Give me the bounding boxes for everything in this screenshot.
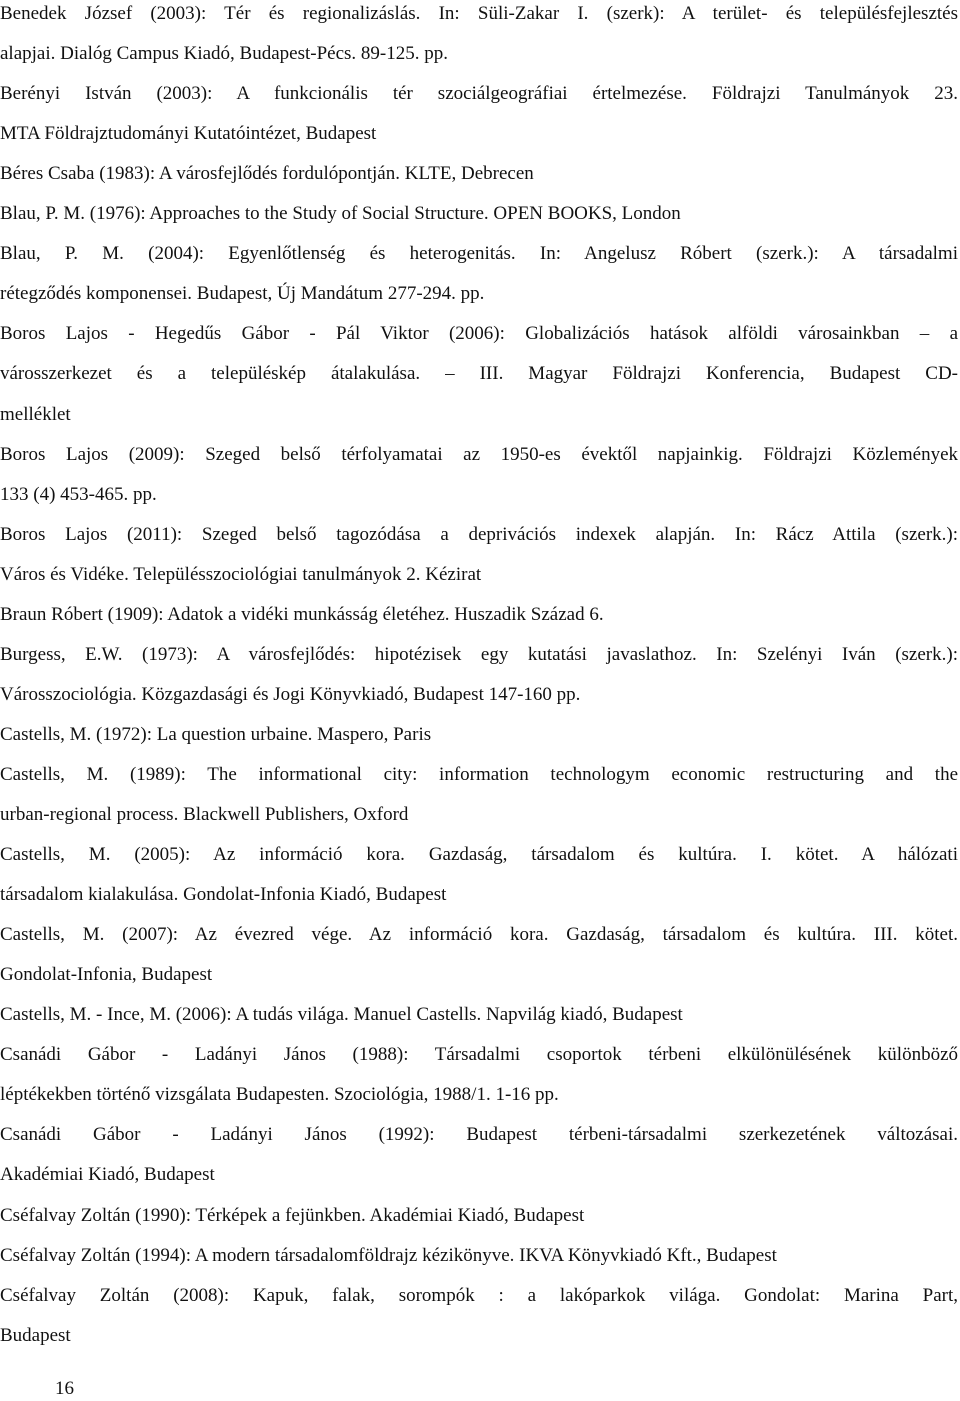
reference-line: Boros Lajos - Hegedűs Gábor - Pál Viktor (2006): Globalizációs hatások alföldi városainkban – a (0, 323, 958, 345)
reference-line: MTA Földrajztudományi Kutatóintézet, Budapest (0, 123, 377, 145)
reference-line: Boros Lajos (2009): Szeged belső térfolyamatai az 1950-es évektől napjainkig. Földrajzi Közlemények (0, 443, 958, 465)
reference-line: Városszociológia. Közgazdasági és Jogi Könyvkiadó, Budapest 147-160 pp. (0, 683, 581, 705)
reference-line: városszerkezet és a településkép átalakulása. – III. Magyar Földrajzi Konferencia, Budapest CD- (0, 363, 958, 385)
reference-line: Castells, M. (1972): La question urbaine. Maspero, Paris (0, 723, 432, 745)
reference-line: Budapest (0, 1324, 71, 1346)
reference-line: Akadémiai Kiadó, Budapest (0, 1164, 215, 1186)
reference-line: Béres Csaba (1983): A városfejlődés fordulópontján. KLTE, Debrecen (0, 163, 534, 185)
reference-line: rétegződés komponensei. Budapest, Új Mandátum 277-294. pp. (0, 283, 485, 305)
reference-line: 133 (4) 453-465. pp. (0, 483, 157, 505)
reference-line: alapjai. Dialóg Campus Kiadó, Budapest-Pécs. 89-125. pp. (0, 43, 449, 65)
reference-line: Blau, P. M. (1976): Approaches to the Study of Social Structure. OPEN BOOKS, London (0, 203, 681, 225)
reference-line: Benedek József (2003): Tér és regionalizáslás. In: Süli-Zakar I. (szerk): A terület- és településfejlesztés (0, 3, 958, 24)
reference-line: Berényi István (2003): A funkcionális tér szociálgeográfiai értelmezése. Földrajzi Tanulmányok 23. (0, 83, 958, 105)
reference-line: Csanádi Gábor - Ladányi János (1988): Társadalmi csoportok térbeni elkülönülésének különböző (0, 1044, 958, 1066)
reference-line: Cséfalvay Zoltán (1990): Térképek a fejünkben. Akadémiai Kiadó, Budapest (0, 1204, 585, 1226)
reference-line: léptékekben történő vizsgálata Budapesten. Szociológia, 1988/1. 1-16 pp. (0, 1084, 559, 1106)
reference-line: Cséfalvay Zoltán (2008): Kapuk, falak, sorompók : a lakóparkok világa. Gondolat: Marina Part, (0, 1284, 958, 1306)
reference-line: Castells, M. (1989): The informational city: information technologym economic restructuring and the (0, 763, 958, 785)
page-number: 16 (55, 1378, 74, 1399)
reference-line: Braun Róbert (1909): Adatok a vidéki munkásság életéhez. Huszadik Század 6. (0, 603, 604, 625)
reference-line: melléklet (0, 403, 71, 425)
reference-line: Castells, M. (2005): Az információ kora. Gazdaság, társadalom és kultúra. I. kötet. A hálózati (0, 844, 958, 866)
reference-line: Csanádi Gábor - Ladányi János (1992): Budapest térbeni-társadalmi szerkezetének változásai. (0, 1124, 958, 1146)
reference-line: Cséfalvay Zoltán (1994): A modern társadalomföldrajz kézikönyve. IKVA Könyvkiadó Kft., Budapest (0, 1244, 777, 1266)
reference-line: Castells, M. - Ince, M. (2006): A tudás világa. Manuel Castells. Napvilág kiadó, Budapest (0, 1004, 683, 1026)
reference-line: Boros Lajos (2011): Szeged belső tagozódása a deprivációs indexek alapján. In: Rácz Attila (szerk.): (0, 523, 958, 545)
reference-line: Burgess, E.W. (1973): A városfejlődés: hipotézisek egy kutatási javaslathoz. In: Szelényi Iván (szerk.): (0, 643, 958, 665)
reference-line: Castells, M. (2007): Az évezred vége. Az információ kora. Gazdaság, társadalom és kultúra. III. kötet. (0, 924, 958, 946)
reference-line: urban-regional process. Blackwell Publishers, Oxford (0, 804, 409, 825)
reference-line: Város és Vidéke. Településszociológiai tanulmányok 2. Kézirat (0, 563, 482, 585)
reference-line: társadalom kialakulása. Gondolat-Infonia Kiadó, Budapest (0, 884, 447, 906)
reference-line: Gondolat-Infonia, Budapest (0, 964, 213, 986)
reference-line: Blau, P. M. (2004): Egyenlőtlenség és heterogenitás. In: Angelusz Róbert (szerk.): A társadalmi (0, 243, 958, 265)
